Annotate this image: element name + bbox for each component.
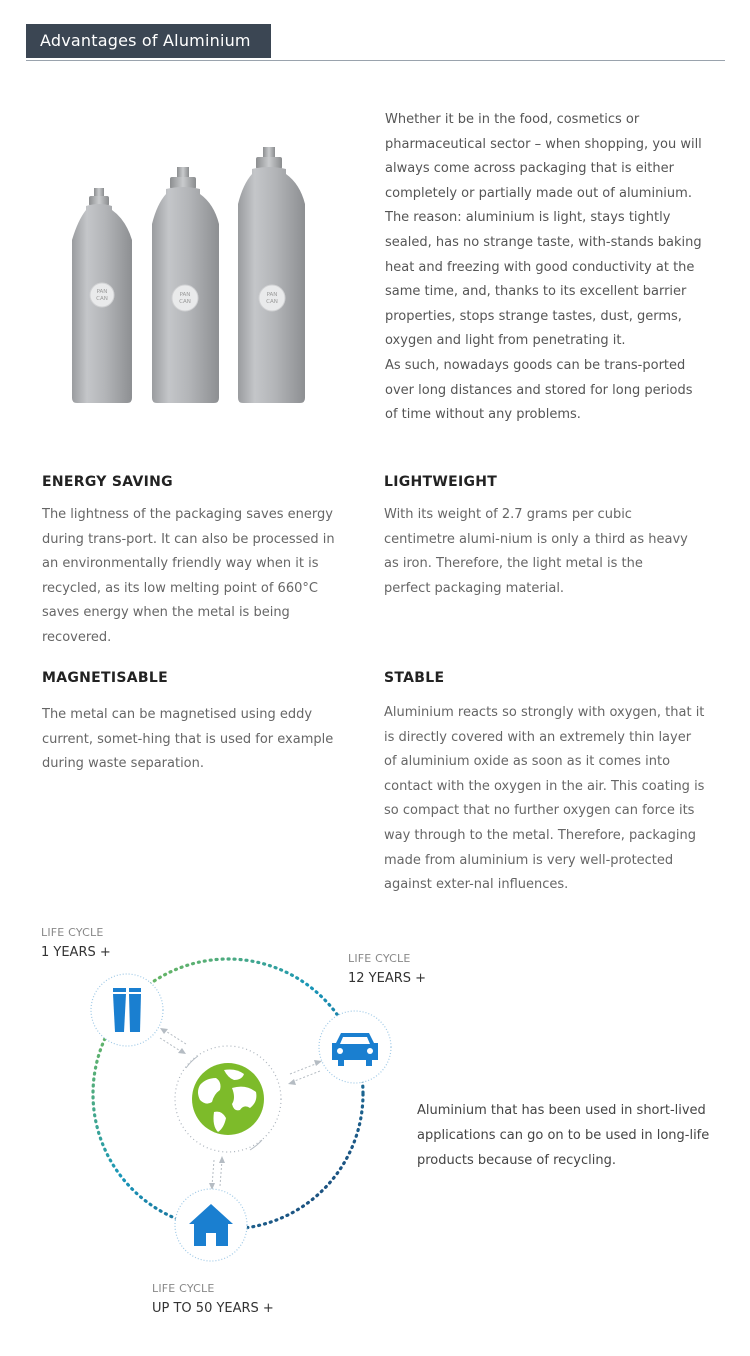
can-label-bottom: CAN (96, 296, 108, 302)
energy-saving-title: ENERGY SAVING (42, 474, 173, 490)
tubes-icon (91, 974, 163, 1046)
magnetisable-text: The metal can be magnetised using eddy current, somet-hing that is used for example during waste separation. (42, 707, 334, 772)
lifecycle-car-value: 12 YEARS + (348, 971, 427, 986)
energy-saving-text: The lightness of the packaging saves energy during trans-port. It can also be processed in an environmentally friendly way when it is recycled, as its low melting point of 660°C saves energy when the metal is being recovered. (42, 507, 335, 645)
house-icon (175, 1189, 247, 1261)
lifecycle-car-label: LIFE CYCLE (348, 952, 411, 965)
stable-title: STABLE (384, 670, 445, 686)
globe-icon (192, 1063, 264, 1135)
magnetisable-title: MAGNETISABLE (42, 670, 168, 686)
lifecycle-tubes-value: 1 YEARS + (41, 945, 111, 960)
lifecycle-house-label: LIFE CYCLE (152, 1282, 215, 1295)
can-label-top: PAN (179, 292, 191, 298)
can-label-bottom: CAN (266, 299, 278, 305)
lifecycle-description: Aluminium that has been used in short-lived applications can go on to be used in long-life products because of recycling. (417, 1103, 710, 1168)
car-icon (319, 1011, 391, 1083)
lightweight-text: With its weight of 2.7 grams per cubic centimetre alumi-nium is only a third as heavy as iron. Therefore, the light metal is the perfect packaging material. (384, 507, 688, 596)
lightweight-title: LIGHTWEIGHT (384, 474, 498, 490)
stable-text: Aluminium reacts so strongly with oxygen, that it is directly covered with an extremely thin layer of aluminium oxide as soon as it comes into contact with the oxygen in the air. This coating is so compact that no further oxygen can force its way through to the metal. Therefore, packaging made from aluminium is very well-protected against exter-nal influences. (384, 705, 705, 893)
page-title: Advantages of Aluminium (26, 24, 271, 58)
can-label-bottom: CAN (179, 299, 191, 305)
intro-paragraph: Whether it be in the food, cosmetics or pharmaceutical sector – when shopping, you will always come across packaging that is either completely or partially made out of aluminium. (385, 112, 702, 201)
lifecycle-tubes-label: LIFE CYCLE (41, 926, 104, 939)
intro-paragraph: The reason: aluminium is light, stays tightly sealed, has no strange taste, with-stands baking heat and freezing with good conductivity at the same time, and, thanks to its excellent barrier properties, stops strange tastes, dust, germs, oxygen and light from penetrating it. (385, 210, 702, 349)
intro-paragraph: As such, nowadays goods can be trans-ported over long distances and stored for long periods of time without any problems. (385, 357, 693, 423)
lifecycle-house-value: UP TO 50 YEARS + (152, 1301, 274, 1316)
can-label-top: PAN (266, 292, 278, 298)
can-label-top: PAN (96, 289, 108, 295)
